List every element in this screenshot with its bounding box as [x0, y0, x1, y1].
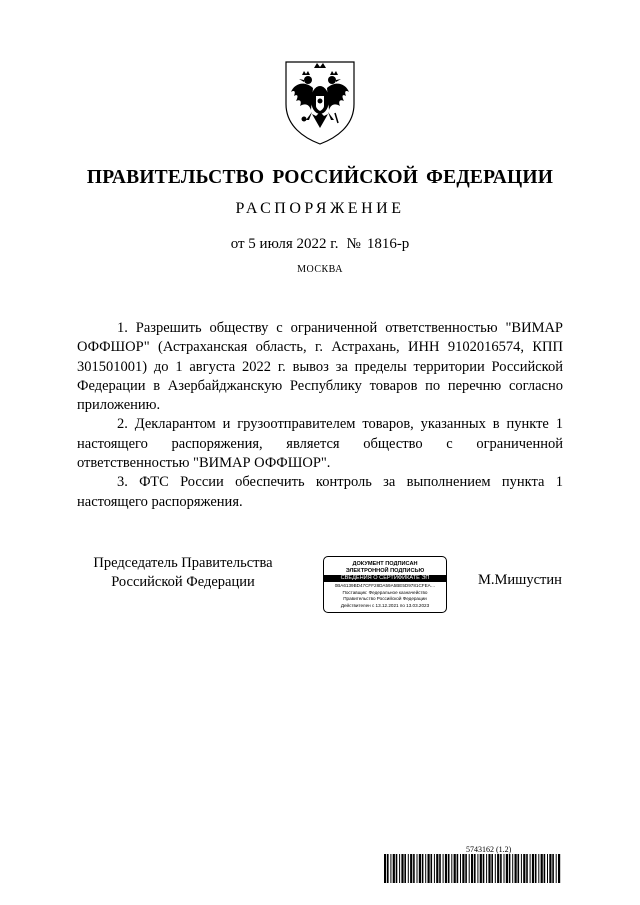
paragraph-3: 3. ФТС России обеспечить контроль за выполнением пункта 1 настоящего распоряжения. [77, 474, 563, 510]
stamp-owner: Правительство Российской Федерации [343, 596, 427, 602]
paragraph-2: 2. Декларантом и грузоотправителем товаров, указанных в пункте 1 настоящего распоряжения, является общество с ограниченной ответственностью "ВИМАР ОФФШОР". [77, 416, 563, 472]
position-line-1: Председатель Правительства [93, 555, 273, 571]
government-title: ПРАВИТЕЛЬСТВО РОССИЙСКОЙ ФЕДЕРАЦИИ [86, 167, 554, 188]
document-body [77, 319, 563, 512]
barcode [384, 854, 562, 883]
position-line-2: Российской Федерации [111, 574, 255, 590]
paragraph-1: 1. Разрешить обществу с ограниченной ответственностью "ВИМАР ОФФШОР" (Астраханская область, г. Астрахань, ИНН 9102016574, КПП 301501001) до 1 августа 2022 г. вывоз за пределы территории Российской Федерации в Азербайджанскую Республику товаров по перечню согласно приложению. [77, 320, 563, 414]
document-date: от 5 июля 2022 г. [230, 236, 339, 252]
stamp-cert-header: СВЕДЕНИЯ О СЕРТИФИКАТЕ ЭП [324, 575, 446, 582]
document-type: РАСПОРЯЖЕНИЕ [235, 200, 405, 217]
signatory-name: М.Мишустин [478, 572, 562, 588]
stamp-issuer: Поставщик: Федеральное казначейство [342, 589, 428, 595]
stamp-line-2: ЭЛЕКТРОННОЙ ПОДПИСЬЮ [345, 567, 425, 574]
stamp-cert-number: 0BA6139BD47CFF28DA59A5BE5D9781CFEA… [334, 583, 436, 588]
number-sign: № [346, 236, 361, 252]
electronic-signature-stamp [323, 556, 447, 613]
document-number: 1816-р [366, 236, 410, 252]
stamp-validity: Действителен с 13.12.2021 по 13.03.2023 [340, 602, 430, 608]
russian-double-headed-eagle-emblem-icon [282, 58, 358, 146]
signatory-position [78, 554, 288, 592]
barcode-number: 5743162 (1.2) [466, 845, 512, 854]
stamp-line-1: ДОКУМЕНТ ПОДПИСАН [352, 561, 418, 567]
date-number-line [0, 236, 640, 253]
city: МОСКВА [297, 264, 343, 275]
